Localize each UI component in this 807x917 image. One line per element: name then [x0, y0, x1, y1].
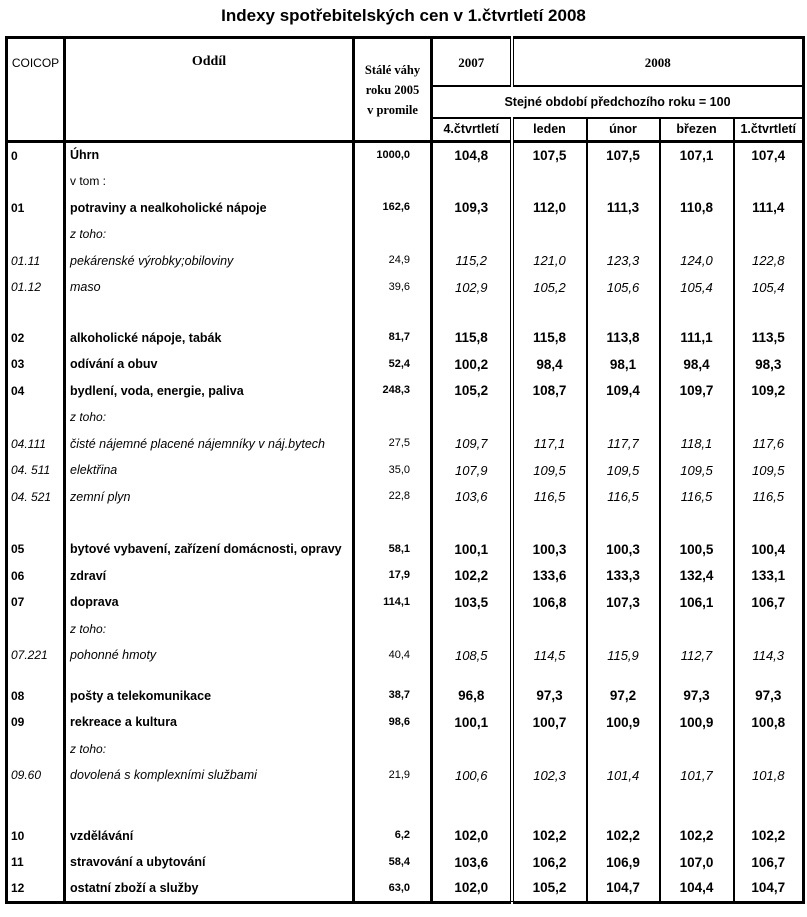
cell-weight: [354, 168, 432, 195]
cell-q1-2008: [734, 510, 804, 536]
cell-leden: 115,8: [512, 325, 587, 352]
cell-q4-2007: [432, 616, 512, 643]
cell-unor: 133,3: [587, 563, 660, 590]
cell-q4-2007: [432, 669, 512, 683]
cell-unor: 111,3: [587, 195, 660, 222]
cell-brezen: 105,4: [660, 274, 734, 301]
cell-q1-2008: 98,3: [755, 356, 782, 372]
cell-unor: [587, 669, 660, 683]
cell-q1-2008: [734, 404, 804, 431]
cell-label: v tom :: [65, 168, 354, 195]
cell-leden: 114,5: [512, 642, 587, 669]
cell-leden: 112,0: [512, 195, 587, 222]
cell-leden: [512, 221, 587, 248]
cell-unor: 98,1: [587, 351, 660, 378]
cell-q1-2008: 105,4: [751, 279, 785, 295]
cell-label: doprava: [65, 589, 354, 616]
cell-q1-2008: 101,8: [751, 767, 785, 783]
cell-brezen: [660, 669, 734, 683]
cell-leden: [512, 616, 587, 643]
cell-brezen: [660, 510, 734, 536]
table-row: [7, 325, 804, 352]
cell-brezen: 112,7: [660, 642, 734, 669]
cell-brezen: 116,5: [660, 484, 734, 511]
cell-code: 03: [7, 351, 65, 378]
cell-label: vzdělávání: [65, 823, 354, 850]
cell-unor: 107,3: [587, 589, 660, 616]
cell-unor: 102,2: [587, 823, 660, 850]
cell-unor: [587, 221, 660, 248]
cell-leden: 100,3: [512, 536, 587, 563]
header-subcol-leden: leden: [512, 118, 587, 142]
cell-brezen: 132,4: [660, 563, 734, 590]
cell-label: [65, 789, 354, 823]
cell-leden: 116,5: [512, 484, 587, 511]
cell-q4-2007: 104,8: [432, 142, 512, 169]
cell-leden: 98,4: [512, 351, 587, 378]
cell-q1-2008: [734, 736, 804, 763]
cell-brezen: [660, 404, 734, 431]
cell-q1-2008: [734, 789, 804, 823]
cell-code: 09: [7, 709, 65, 736]
cell-weight: 21,9: [354, 762, 432, 789]
cell-q4-2007: 102,0: [432, 823, 512, 850]
cell-leden: 100,7: [512, 709, 587, 736]
cell-brezen: 107,0: [660, 849, 734, 876]
cell-unor: 105,6: [587, 274, 660, 301]
table-row: [7, 274, 804, 301]
cell-q1-2008: 97,3: [755, 688, 782, 703]
cell-q4-2007: 100,2: [432, 351, 512, 378]
page-title: Indexy spotřebitelských cen v 1.čtvrtletí 2008: [221, 6, 586, 25]
cell-brezen: [660, 301, 734, 325]
cell-label: elektřina: [65, 457, 354, 484]
header-oddil: Oddíl: [65, 38, 354, 142]
cell-code: 12: [7, 876, 65, 903]
cell-weight: [354, 789, 432, 823]
cell-leden: 105,2: [512, 876, 587, 903]
cell-unor: 100,3: [587, 536, 660, 563]
cell-leden: [512, 669, 587, 683]
cell-leden: 106,8: [512, 589, 587, 616]
table-row: [7, 823, 804, 850]
cell-unor: 100,9: [587, 709, 660, 736]
table-row: [7, 168, 804, 195]
cell-q4-2007: 103,5: [432, 589, 512, 616]
cell-weight: 58,4: [354, 849, 432, 876]
cell-q4-2007: 96,8: [432, 683, 512, 710]
cell-unor: 113,8: [587, 325, 660, 352]
cell-code: 01.11: [7, 248, 65, 275]
table-row: [7, 221, 804, 248]
header-row-years: [7, 38, 804, 87]
cell-q1-2008: 106,7: [751, 854, 786, 870]
spacer-row: [7, 669, 804, 683]
cell-code: 04: [7, 378, 65, 405]
spacer-row: [7, 301, 804, 325]
header-coicop: COICOP: [7, 38, 65, 142]
cell-q1-2008: 100,8: [751, 714, 786, 730]
cell-code: [7, 168, 65, 195]
cell-leden: 102,3: [512, 762, 587, 789]
cell-q1-2008: 122,8: [751, 253, 785, 269]
cell-brezen: 101,7: [660, 762, 734, 789]
cell-label: pekárenské výrobky;obiloviny: [65, 248, 354, 275]
table-row: [7, 457, 804, 484]
cell-brezen: 102,2: [660, 823, 734, 850]
cell-unor: 117,7: [587, 431, 660, 458]
cell-q1-2008: 109,2: [751, 383, 786, 398]
cell-weight: 22,8: [354, 484, 432, 511]
table-row: [7, 876, 804, 903]
cell-code: 02: [7, 325, 65, 352]
cell-leden: 106,2: [512, 849, 587, 876]
cell-q4-2007: [432, 404, 512, 431]
cell-code: [7, 616, 65, 643]
cell-label: ostatní zboží a služby: [65, 876, 354, 903]
cell-brezen: [660, 221, 734, 248]
header-weights: [354, 38, 432, 142]
header-subcol-unor: únor: [587, 118, 660, 142]
cell-q1-2008: [734, 669, 804, 683]
cell-q1-2008: 100,4: [751, 541, 786, 557]
cell-q4-2007: 100,6: [432, 762, 512, 789]
table-row: [7, 642, 804, 669]
header-weights-line2: roku 2005: [365, 82, 420, 97]
cell-weight: 58,1: [354, 536, 432, 563]
cell-brezen: [660, 168, 734, 195]
cell-q4-2007: 115,2: [432, 248, 512, 275]
cell-q1-2008: 109,5: [751, 462, 785, 478]
cell-unor: [587, 616, 660, 643]
cell-q1-2008: 117,6: [752, 436, 785, 452]
bottom-border-artifact: [357, 901, 802, 902]
cell-unor: 123,3: [587, 248, 660, 275]
cell-code: 11: [7, 849, 65, 876]
cell-brezen: 109,7: [660, 378, 734, 405]
cell-brezen: [660, 789, 734, 823]
cell-q4-2007: 108,5: [432, 642, 512, 669]
cell-q4-2007: [432, 221, 512, 248]
cell-weight: 35,0: [354, 457, 432, 484]
table-row: [7, 563, 804, 590]
cell-q4-2007: 102,0: [432, 876, 512, 903]
cell-weight: 248,3: [354, 378, 432, 405]
cell-code: [7, 404, 65, 431]
cell-leden: 121,0: [512, 248, 587, 275]
cell-unor: 107,5: [587, 142, 660, 169]
cell-brezen: 97,3: [660, 683, 734, 710]
cell-q4-2007: 109,7: [432, 431, 512, 458]
cell-label: Úhrn: [65, 142, 354, 169]
cell-label: bytové vybavení, zařízení domácnosti, opravy: [65, 536, 354, 563]
cell-label: pohonné hmoty: [65, 642, 354, 669]
cell-unor: [587, 789, 660, 823]
cell-code: [7, 669, 65, 683]
cell-q4-2007: [432, 789, 512, 823]
cell-q1-2008: 106,7: [751, 594, 786, 610]
spacer-row: [7, 789, 804, 823]
cell-q1-2008: 114,3: [752, 647, 785, 663]
cell-weight: 17,9: [354, 563, 432, 590]
cell-code: 0: [7, 142, 65, 169]
cell-unor: [587, 510, 660, 536]
cell-unor: 106,9: [587, 849, 660, 876]
cell-unor: 115,9: [587, 642, 660, 669]
cell-unor: 101,4: [587, 762, 660, 789]
cell-code: 04. 521: [7, 484, 65, 511]
cell-code: 07.221: [7, 642, 65, 669]
cell-q1-2008: [734, 221, 804, 248]
cell-weight: 39,6: [354, 274, 432, 301]
cell-weight: 52,4: [354, 351, 432, 378]
cell-q1-2008: 113,5: [751, 330, 785, 345]
cell-label: z toho:: [65, 736, 354, 763]
cell-label: čisté nájemné placené nájemníky v náj.bytech: [65, 431, 354, 458]
cell-brezen: 124,0: [660, 248, 734, 275]
cell-weight: 38,7: [354, 683, 432, 710]
cell-label: z toho:: [65, 221, 354, 248]
table-row: [7, 683, 804, 710]
cell-weight: 63,0: [354, 876, 432, 903]
cell-label: potraviny a nealkoholické nápoje: [65, 195, 354, 222]
table-row: [7, 378, 804, 405]
cell-brezen: 98,4: [660, 351, 734, 378]
cell-q4-2007: 100,1: [432, 536, 512, 563]
cell-code: 01: [7, 195, 65, 222]
header-subcol-q4-2007: 4.čtvrtletí: [432, 118, 512, 142]
cell-code: [7, 510, 65, 536]
cell-q1-2008: 104,7: [751, 880, 786, 896]
cell-brezen: [660, 616, 734, 643]
cell-q4-2007: [432, 510, 512, 536]
cell-label: stravování a ubytování: [65, 849, 354, 876]
cell-code: 06: [7, 563, 65, 590]
cell-label: rekreace a kultura: [65, 709, 354, 736]
cell-label: [65, 669, 354, 683]
cell-weight: 81,7: [354, 325, 432, 352]
cell-leden: [512, 736, 587, 763]
table-row: [7, 589, 804, 616]
table-row: [7, 351, 804, 378]
cell-leden: [512, 510, 587, 536]
cell-weight: [354, 404, 432, 431]
table-row: [7, 849, 804, 876]
header-subcol-brezen: březen: [660, 118, 734, 142]
header-subcol-q1-2008: 1.čtvrtletí: [734, 118, 804, 142]
cell-code: 07: [7, 589, 65, 616]
table-row: [7, 195, 804, 222]
table-row: [7, 431, 804, 458]
cell-q4-2007: 109,3: [432, 195, 512, 222]
cell-q1-2008: 111,4: [752, 200, 785, 215]
cell-label: maso: [65, 274, 354, 301]
cell-weight: 24,9: [354, 248, 432, 275]
cell-brezen: 111,1: [660, 325, 734, 352]
cell-q1-2008: [734, 301, 804, 325]
cell-leden: 117,1: [512, 431, 587, 458]
cell-q4-2007: 115,8: [432, 325, 512, 352]
cell-q4-2007: 100,1: [432, 709, 512, 736]
cell-weight: 114,1: [354, 589, 432, 616]
table-row: [7, 616, 804, 643]
cell-weight: [354, 736, 432, 763]
table-body: [7, 142, 804, 903]
cell-leden: [512, 168, 587, 195]
table-row: [7, 248, 804, 275]
cell-unor: 109,5: [587, 457, 660, 484]
table-row: [7, 142, 804, 169]
cell-brezen: 110,8: [660, 195, 734, 222]
cell-weight: [354, 616, 432, 643]
cell-q4-2007: 107,9: [432, 457, 512, 484]
cell-weight: [354, 669, 432, 683]
cell-label: z toho:: [65, 616, 354, 643]
cell-brezen: [660, 736, 734, 763]
header-year-2008: 2008: [512, 38, 804, 87]
table-row: [7, 709, 804, 736]
cell-leden: 108,7: [512, 378, 587, 405]
cell-unor: 109,4: [587, 378, 660, 405]
cell-q4-2007: 103,6: [432, 484, 512, 511]
cell-q4-2007: [432, 736, 512, 763]
cell-label: [65, 510, 354, 536]
cell-q1-2008: 107,4: [751, 147, 786, 163]
cell-q1-2008: [734, 616, 804, 643]
cell-leden: 109,5: [512, 457, 587, 484]
table-row: [7, 536, 804, 563]
cell-brezen: 100,9: [660, 709, 734, 736]
cell-code: 04. 511: [7, 457, 65, 484]
cell-q4-2007: [432, 301, 512, 325]
cell-q4-2007: 102,9: [432, 274, 512, 301]
cell-weight: 27,5: [354, 431, 432, 458]
cell-leden: 97,3: [512, 683, 587, 710]
cell-code: [7, 789, 65, 823]
table-row: [7, 762, 804, 789]
table-header: [7, 38, 804, 142]
cell-leden: 102,2: [512, 823, 587, 850]
cell-q1-2008: 116,5: [752, 489, 785, 505]
cell-leden: [512, 789, 587, 823]
cell-weight: [354, 301, 432, 325]
cell-label: [65, 301, 354, 325]
cell-weight: [354, 510, 432, 536]
table-row: [7, 484, 804, 511]
cell-weight: 6,2: [354, 823, 432, 850]
spacer-row: [7, 510, 804, 536]
cell-brezen: 104,4: [660, 876, 734, 903]
cell-unor: [587, 736, 660, 763]
header-year-2007: 2007: [432, 38, 512, 87]
cell-code: 01.12: [7, 274, 65, 301]
cell-weight: 98,6: [354, 709, 432, 736]
cell-weight: 40,4: [354, 642, 432, 669]
cell-label: z toho:: [65, 404, 354, 431]
cell-label: pošty a telekomunikace: [65, 683, 354, 710]
cell-leden: 133,6: [512, 563, 587, 590]
cell-brezen: 118,1: [660, 431, 734, 458]
cell-label: alkoholické nápoje, tabák: [65, 325, 354, 352]
cell-code: 10: [7, 823, 65, 850]
cell-brezen: 106,1: [660, 589, 734, 616]
cell-label: zemní plyn: [65, 484, 354, 511]
cell-weight: 162,6: [354, 195, 432, 222]
cell-brezen: 100,5: [660, 536, 734, 563]
cell-leden: [512, 301, 587, 325]
header-weights-line1: Stálé váhy: [364, 62, 421, 77]
cell-q1-2008: [734, 168, 804, 195]
cell-code: 04.111: [7, 431, 65, 458]
cell-unor: 104,7: [587, 876, 660, 903]
cell-q4-2007: [432, 168, 512, 195]
table-row: [7, 736, 804, 763]
cell-leden: 105,2: [512, 274, 587, 301]
cell-unor: 116,5: [587, 484, 660, 511]
table-row: [7, 404, 804, 431]
cell-label: bydlení, voda, energie, paliva: [65, 378, 354, 405]
cell-q4-2007: 105,2: [432, 378, 512, 405]
cell-brezen: 109,5: [660, 457, 734, 484]
cell-code: 09.60: [7, 762, 65, 789]
cell-weight: 1000,0: [354, 142, 432, 169]
cell-q1-2008: 102,2: [751, 828, 786, 843]
cell-q4-2007: 102,2: [432, 563, 512, 590]
cell-code: 05: [7, 536, 65, 563]
cell-label: odívání a obuv: [65, 351, 354, 378]
cell-brezen: 107,1: [660, 142, 734, 169]
cell-q4-2007: 103,6: [432, 849, 512, 876]
cell-q1-2008: 133,1: [751, 568, 786, 583]
cell-leden: [512, 404, 587, 431]
cell-weight: [354, 221, 432, 248]
cpi-table: [5, 36, 805, 904]
cell-leden: 107,5: [512, 142, 587, 169]
cell-unor: [587, 404, 660, 431]
header-same-period: Stejné období předchozího roku = 100: [432, 86, 804, 118]
cell-code: [7, 736, 65, 763]
cell-label: zdraví: [65, 563, 354, 590]
cell-code: 08: [7, 683, 65, 710]
cell-code: [7, 221, 65, 248]
header-weights-line3: v promile: [367, 102, 418, 117]
cell-unor: [587, 301, 660, 325]
cell-label: dovolená s komplexními službami: [65, 762, 354, 789]
cell-unor: [587, 168, 660, 195]
cell-code: [7, 301, 65, 325]
cell-unor: 97,2: [587, 683, 660, 710]
